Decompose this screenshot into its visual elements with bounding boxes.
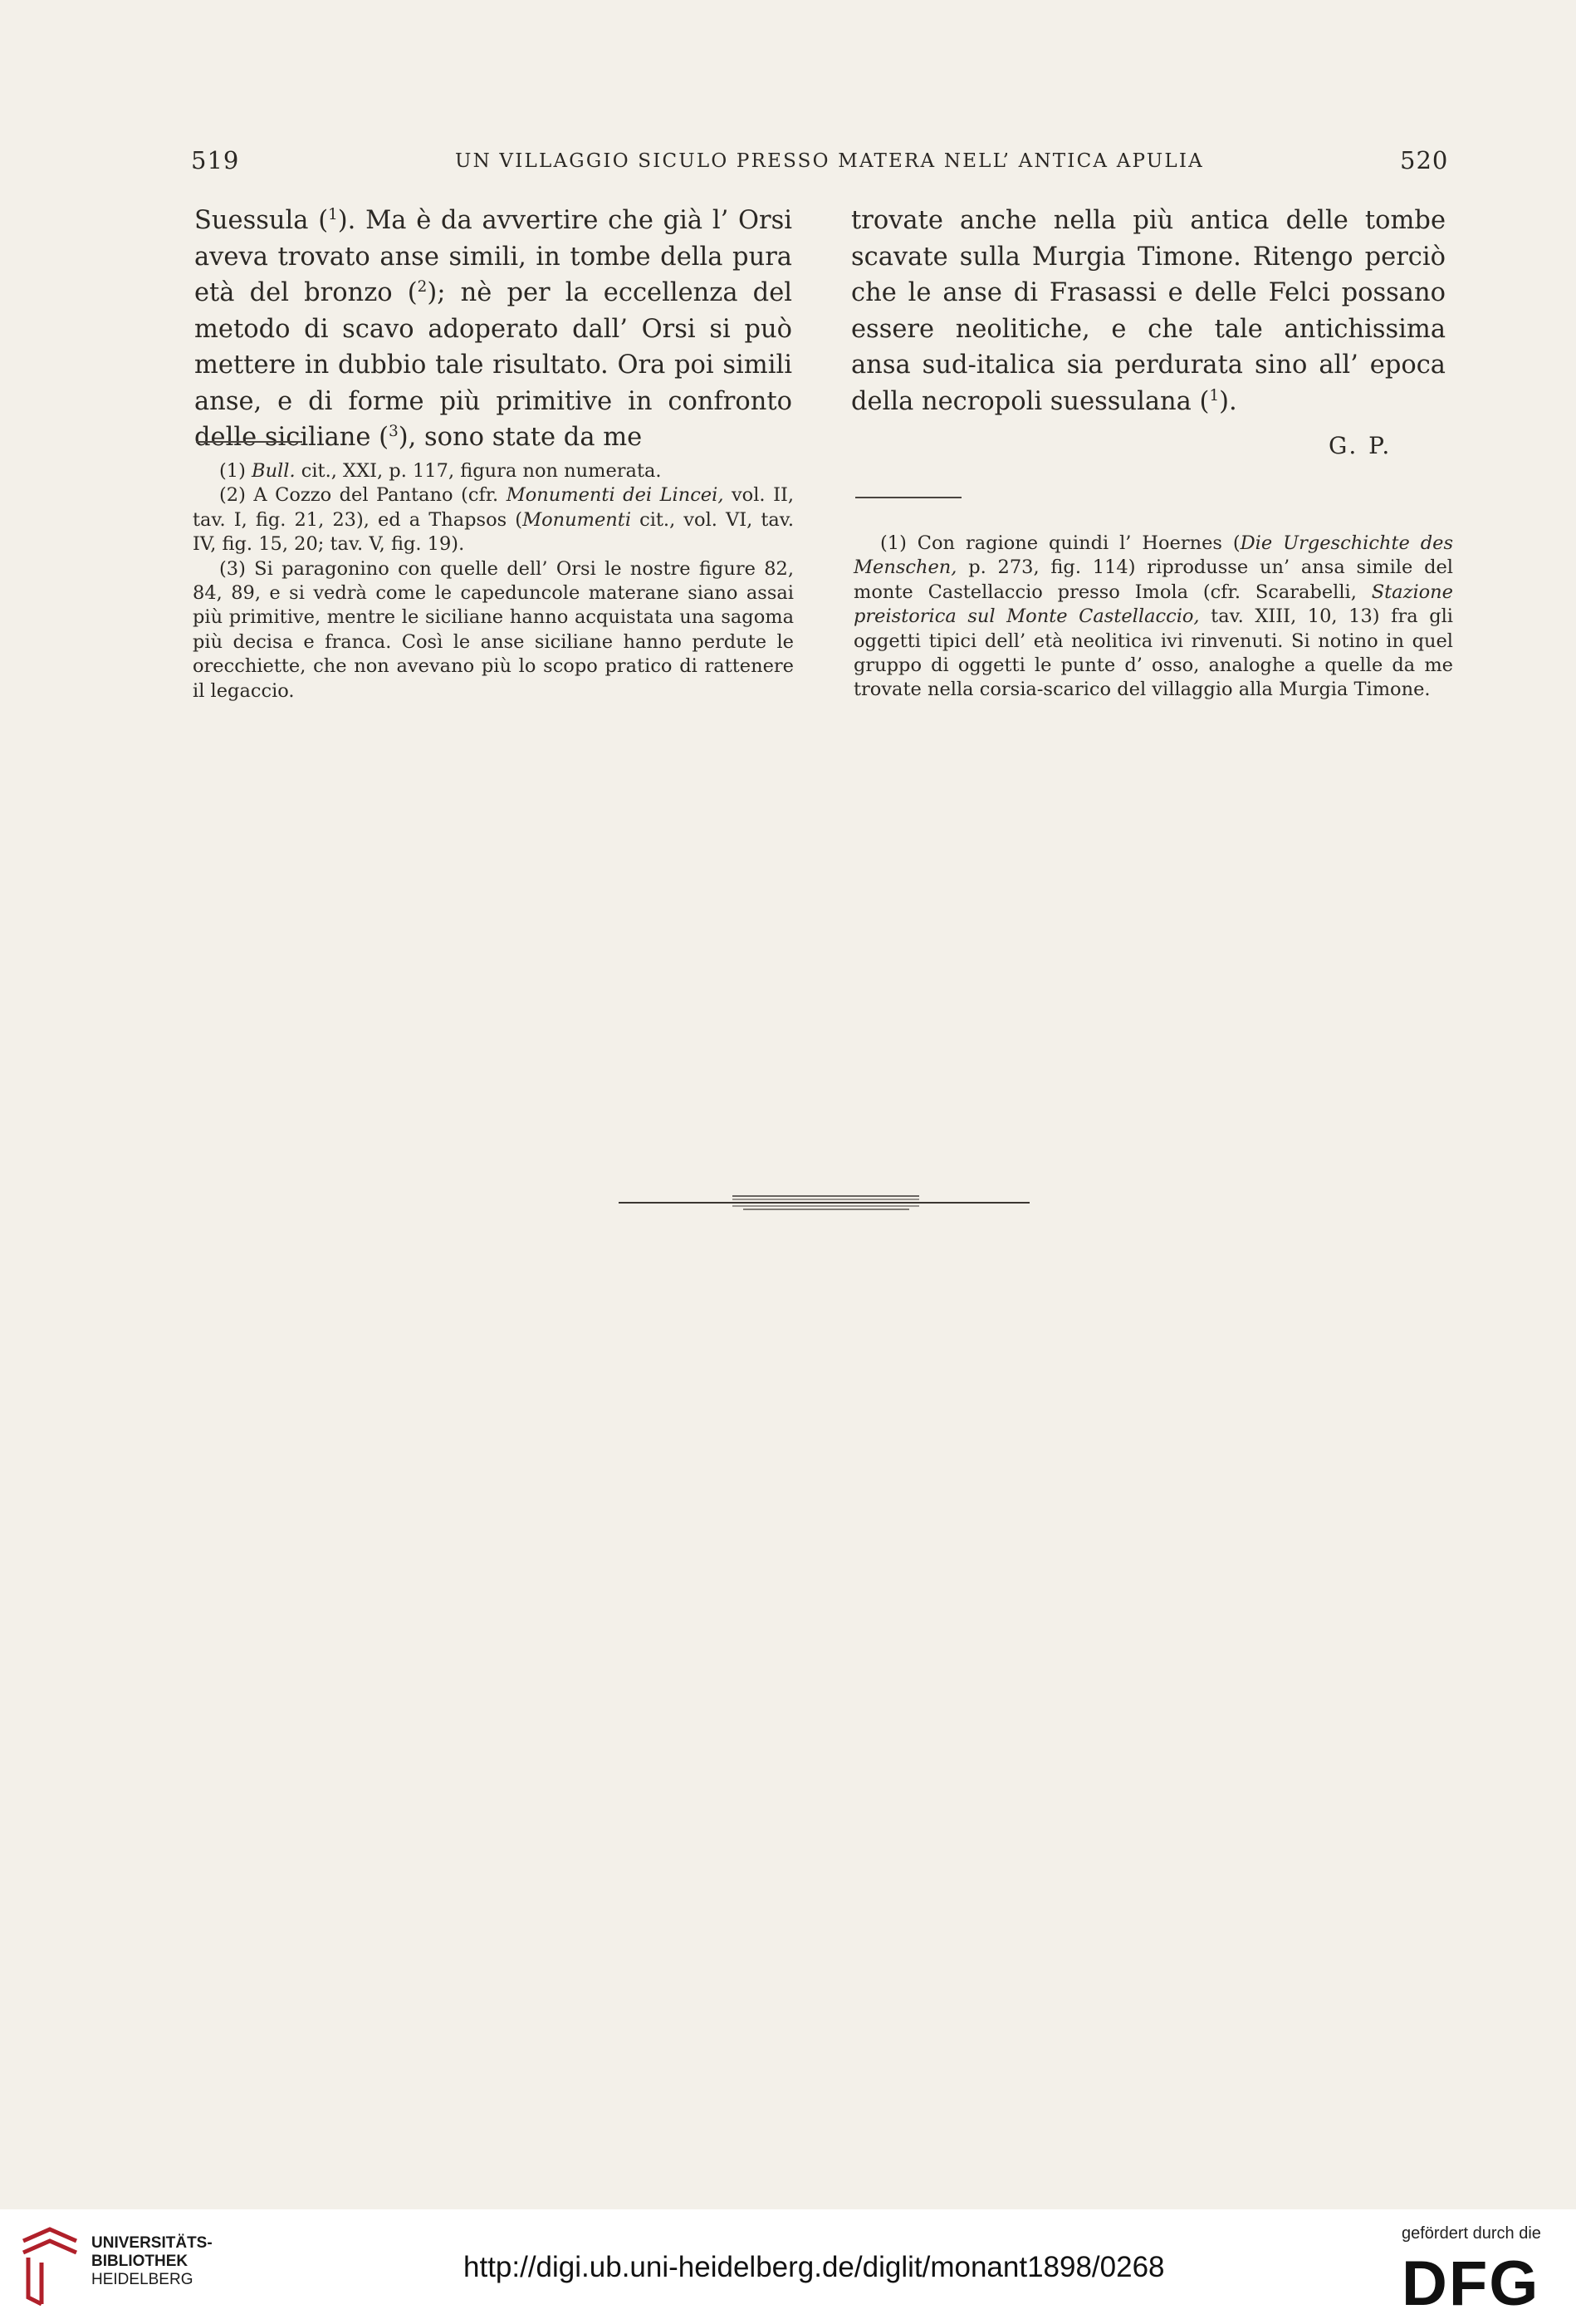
footnotes-right (854, 532, 1453, 703)
footnote-2: (2) A Cozzo del Pantano (cfr. Monumenti dei Lincei, vol. II, tav. I, fig. 21, 23), ed a Thapsos (Monumenti cit., vol. VI, tav. IV, fig. 15, 20; tav. V, fig. 19). (193, 484, 794, 556)
author-signature: G. P. (1329, 432, 1392, 459)
footnote-1: (1) Bull. cit., XXI, p. 117, figura non numerata. (219, 460, 662, 482)
paragraph: trovate anche nella più antica delle tombe scavate sulla Murgia Timone. Ritengo perciò che le anse di Frasassi e delle Felci possano essere neolitiche, e che tale antichissima ansa sud-italica sia perdurata sino all’ epoca della necropoli suessulana ($^1$). (851, 206, 1446, 416)
funder-label: gefördert durch die (1402, 2224, 1541, 2243)
footnote-separator-right (855, 497, 962, 498)
permalink-url[interactable]: http://digi.ub.uni-heidelberg.de/diglit/monant1898/0268 (463, 2251, 1165, 2283)
footnotes-left (193, 459, 794, 704)
dfg-logo: DFG (1402, 2248, 1540, 2319)
body-text-left-column (194, 203, 792, 456)
footnote-3: (3) Si paragonino con quelle dell’ Orsi le nostre figure 82, 84, 89, e si vedrà come le capeduncole materane siano assai più primitive, mentre le siciliane hanno acquistata una sagoma più decisa e franca. Così le anse siciliane hanno perdute le orecchiette, che non avevano più lo scopo pratico di rattenere il legaccio. (193, 557, 794, 702)
end-ornament (619, 1189, 1030, 1214)
page-number-left: 519 (191, 146, 240, 174)
body-text-right-column (851, 203, 1446, 419)
paragraph: Suessula ($^1$). Ma è da avvertire che già l’ Orsi aveva trovato anse simili, in tombe della pura età del bronzo ($^2$); nè per la eccellenza del metodo di scavo adoperato dall’ Orsi si può mettere in dubbio tale risultato. Ora poi simili anse, e di forme più primitive in confronto delle siciliane ($^3$), sono state da me (194, 205, 792, 452)
page-number-right: 520 (1400, 146, 1449, 174)
library-logo-icon (17, 2224, 83, 2307)
library-name: UNIVERSITÄTS- BIBLIOTHEK HEIDELBERG (91, 2234, 213, 2288)
digitization-footer (0, 2209, 1576, 2324)
running-title: UN VILLAGGIO SICULO PRESSO MATERA NELL’ ANTICA APULIA (455, 150, 1204, 172)
footnote-1: (1) Con ragione quindi l’ Hoernes (Die Urgeschichte des Menschen, p. 273, fig. 114) riprodusse un’ ansa simile del monte Castellaccio presso Imola (cfr. Scarabelli, Stazione preistorica sul Monte Castellaccio, tav. XIII, 10, 13) fra gli oggetti tipici dell’ età neolitica ivi rinvenuti. Si notino in quel gruppo di oggetti le punte d’ osso, analoghe a quelle da me trovate nella corsia-scarico del villaggio alla Murgia Timone. (854, 532, 1454, 701)
footnote-separator-left (196, 441, 302, 443)
